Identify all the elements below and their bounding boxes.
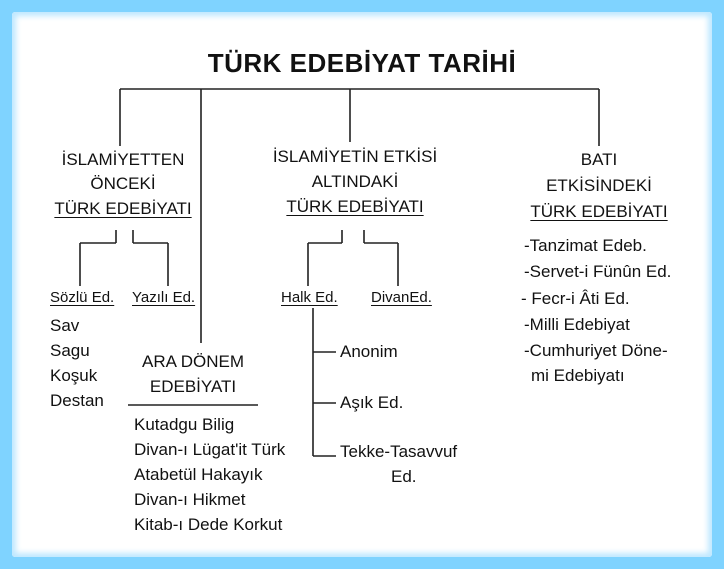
western-item: mi Edebiyatı [531, 366, 625, 385]
pre-islamic-heading-line-2: ÖNCEKİ [90, 174, 156, 193]
folk-item: Tekke-Tasavvuf [340, 442, 458, 461]
folk-item: Ed. [391, 467, 417, 486]
transition-item: Divan-ı Hikmet [134, 490, 246, 509]
western-heading-line-3: TÜRK EDEBİYATI [530, 202, 668, 221]
folk-item: Anonim [340, 342, 398, 361]
folk-literature-label: Halk Ed. [281, 289, 338, 306]
divan-literature-label: DivanEd. [371, 289, 432, 306]
islamic-heading-line-2: ALTINDAKİ [311, 172, 399, 191]
western-heading-line-2: ETKİSİNDEKİ [546, 176, 652, 195]
western-item: -Cumhuriyet Döne- [524, 341, 668, 360]
folk-item: Aşık Ed. [340, 393, 404, 412]
transition-item: Atabetül Hakayık [134, 465, 263, 484]
pre-islamic-heading-line-3: TÜRK EDEBİYATI [54, 199, 192, 218]
diagram-title: TÜRK EDEBİYAT TARİHİ [207, 48, 517, 78]
western-heading-line-1: BATI [580, 150, 618, 169]
islamic-heading-line-1: İSLAMİYETİN ETKİSİ [272, 147, 438, 166]
western-item: -Milli Edebiyat [524, 315, 630, 334]
oral-item: Sagu [50, 341, 90, 360]
western-item: -Tanzimat Edeb. [524, 236, 647, 255]
oral-item: Sav [50, 316, 80, 335]
western-item: - Fecr-i Âti Ed. [521, 289, 630, 308]
oral-literature-label: Sözlü Ed. [50, 289, 115, 306]
transition-heading-line-1: ARA DÖNEM [141, 352, 245, 371]
oral-item: Destan [50, 391, 104, 410]
transition-heading-line-2: EDEBİYATI [149, 377, 237, 396]
transition-item: Kutadgu Bilig [134, 415, 235, 434]
western-item: -Servet-i Fünûn Ed. [524, 262, 672, 281]
written-literature-label: Yazılı Ed. [132, 289, 196, 306]
pre-islamic-heading-line-1: İSLAMİYETTEN [61, 150, 185, 169]
transition-item: Divan-ı Lügat'it Türk [134, 440, 286, 459]
transition-item: Kitab-ı Dede Korkut [134, 515, 283, 534]
oral-item: Koşuk [50, 366, 98, 385]
islamic-heading-line-3: TÜRK EDEBİYATI [286, 197, 424, 216]
